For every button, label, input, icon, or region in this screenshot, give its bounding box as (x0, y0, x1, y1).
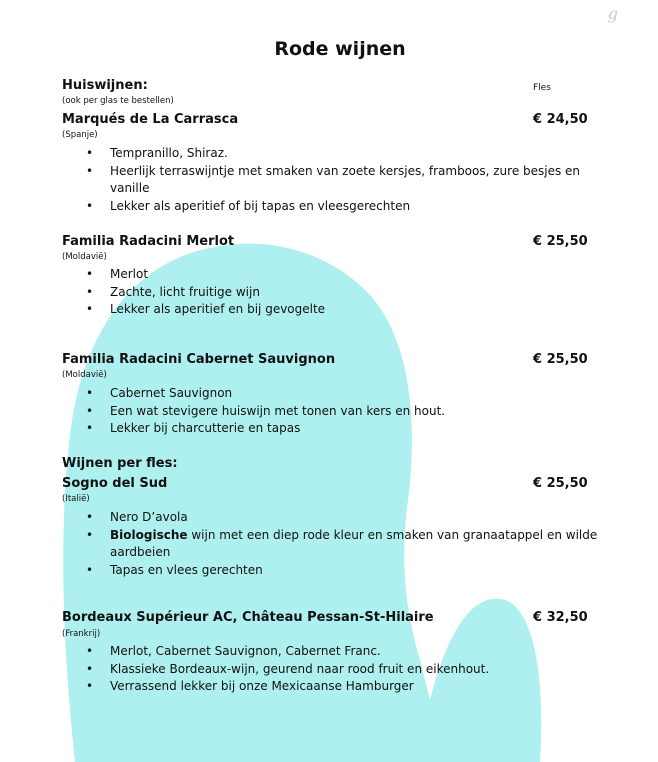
wine-note (86, 527, 606, 562)
wine-note: • Lekker bij charcutterie en tapas (86, 420, 606, 438)
corner-mark: g (607, 4, 618, 23)
page-title: Rode wijnen (274, 38, 406, 60)
wine-note: • Tempranillo, Shiraz. (86, 145, 606, 163)
by-the-glass-note: (ook per glas te bestellen) (62, 96, 174, 106)
wine-note: • Heerlijk terraswijntje met smaken van zoete kersjes, framboos, zure besjes en vanille (86, 163, 606, 198)
wine-notes-list (86, 509, 606, 579)
bottle-wines-heading: Wijnen per fles: (62, 456, 178, 471)
wine-note: • Cabernet Sauvignon (86, 385, 606, 403)
wine-note: • Lekker als aperitief of bij tapas en vleesgerechten (86, 198, 606, 216)
wine-price: € 25,50 (533, 352, 588, 367)
wine-notes-list (86, 145, 606, 215)
wine-note: • Een wat stevigere huiswijn met tonen van kers en hout. (86, 403, 606, 421)
bottle-column-label: Fles (533, 83, 551, 93)
wine-note: • Zachte, licht fruitige wijn (86, 284, 606, 302)
wine-note: • Nero D’avola (86, 509, 606, 527)
wine-origin: (Italiё) (62, 494, 90, 504)
wine-origin: (Moldaviё) (62, 370, 107, 380)
wine-note: • Lekker als aperitief en bij gevogelte (86, 301, 606, 319)
wine-note: • Verrassend lekker bij onze Mexicaanse Hamburger (86, 678, 606, 696)
wine-price: € 25,50 (533, 476, 588, 491)
wine-note: • Tapas en vlees gerechten (86, 562, 606, 580)
wine-name: Familia Radacini Cabernet Sauvignon (62, 352, 336, 367)
wine-note-text: wijn met een diep rode kleur en smaken van granaatappel en wilde aardbeien (110, 527, 598, 559)
wine-note: • Merlot (86, 266, 606, 284)
wine-price: € 24,50 (533, 112, 588, 127)
wine-notes-list (86, 643, 606, 696)
wine-note: • Klassieke Bordeaux-wijn, geurend naar rood fruit en eikenhout. (86, 661, 606, 679)
wine-origin: (Spanje) (62, 130, 98, 140)
wine-price: € 32,50 (533, 610, 588, 625)
organic-label: Biologische (110, 527, 188, 542)
wine-name: Marqués de La Carrasca (62, 112, 239, 127)
wine-name: Bordeaux Supérieur AC, Château Pessan-St-Hilaire (62, 610, 434, 625)
wine-origin: (Moldaviё) (62, 252, 107, 262)
wine-name: Familia Radacini Merlot (62, 234, 235, 249)
wine-note: • Merlot, Cabernet Sauvignon, Cabernet Franc. (86, 643, 606, 661)
wine-name: Sogno del Sud (62, 476, 168, 491)
house-wines-heading: Huiswijnen: (62, 78, 148, 93)
wine-price: € 25,50 (533, 234, 588, 249)
wine-notes-list (86, 385, 606, 438)
wine-notes-list (86, 266, 606, 319)
wine-origin: (Frankrij) (62, 629, 101, 639)
